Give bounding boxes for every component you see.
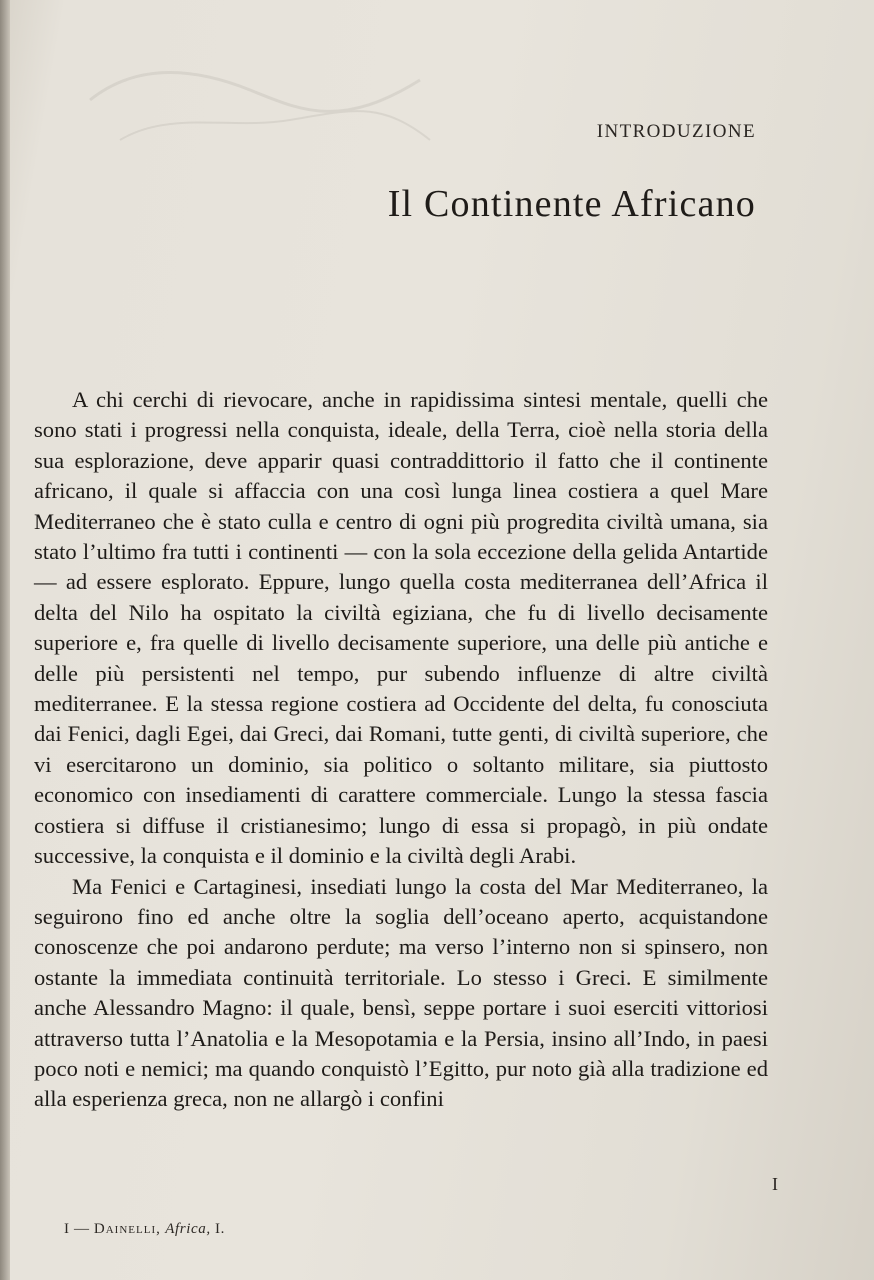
page-gutter-shadow [0, 0, 10, 1280]
page-number: I [772, 1174, 778, 1194]
body-text [34, 385, 768, 1115]
paragraph-2: Ma Fenici e Cartaginesi, insediati lungo la costa del Mar Mediterraneo, la seguirono fino ed anche oltre la soglia dell’oceano aperto, acquistandone conoscenze che poi andarono perdute; ma verso l’interno non si spinsero, non ostante la immediata continuità territoriale. Lo stesso i Greci. E similmente anche Alessandro Magno: il quale, bensì, seppe portare i suoi eserciti vittoriosi attraverso tutta l’Anatolia e la Mesopotamia e la Persia, insino all’Indo, in paesi poco noti e nemici; ma quando conquistò l’Egitto, pur noto già alla tradizione ed alla esperienza greca, non ne allargò i confini [34, 873, 768, 1112]
signature-title: Africa, [165, 1221, 211, 1237]
chapter-title: Il Continente Africano [387, 183, 756, 225]
show-through-ghost [80, 40, 440, 180]
signature-author: Dainelli, [93, 1221, 161, 1237]
signature-number: I — [64, 1221, 90, 1237]
signature-volume: I. [215, 1221, 225, 1237]
paragraph-1: A chi cerchi di rievocare, anche in rapidissima sintesi mentale, quelli che sono stati i progressi nella conquista, ideale, della Terra, cioè nella storia della sua esplorazione, deve apparir quasi contraddittorio il fatto che il continente africano, il quale si affaccia con una così lunga linea costiera a quel Mare Mediterraneo che è stato culla e centro di ogni più progredita civiltà umana, sia stato l’ultimo fra tutti i continenti — con la sola eccezione della gelida Antartide — ad essere esplorato. Eppure, lungo quella costa mediterranea dell’Africa il delta del Nilo ha ospitato la civiltà egiziana, che fu di livello decisamente superiore e, fra quelle di livello decisamente superiore, una delle più antiche e delle più persistenti nel tempo, pur subendo influenze di altre civiltà mediterranee. E la stessa regione costiera ad Occidente del delta, fu conosciuta dai Fenici, dagli Egei, dai Greci, dai Romani, tutte genti, di civiltà superiore, che vi esercitarono un dominio, sia politico o soltanto militare, sia piuttosto economico con insediamenti di carattere commerciale. Lungo la stessa fascia costiera si diffuse il cristianesimo; lungo di essa si propagò, in più ondate successive, la conquista e il dominio e la civiltà degli Arabi. [34, 387, 768, 869]
printer-signature [64, 1221, 225, 1238]
section-label: INTRODUZIONE [596, 121, 756, 142]
